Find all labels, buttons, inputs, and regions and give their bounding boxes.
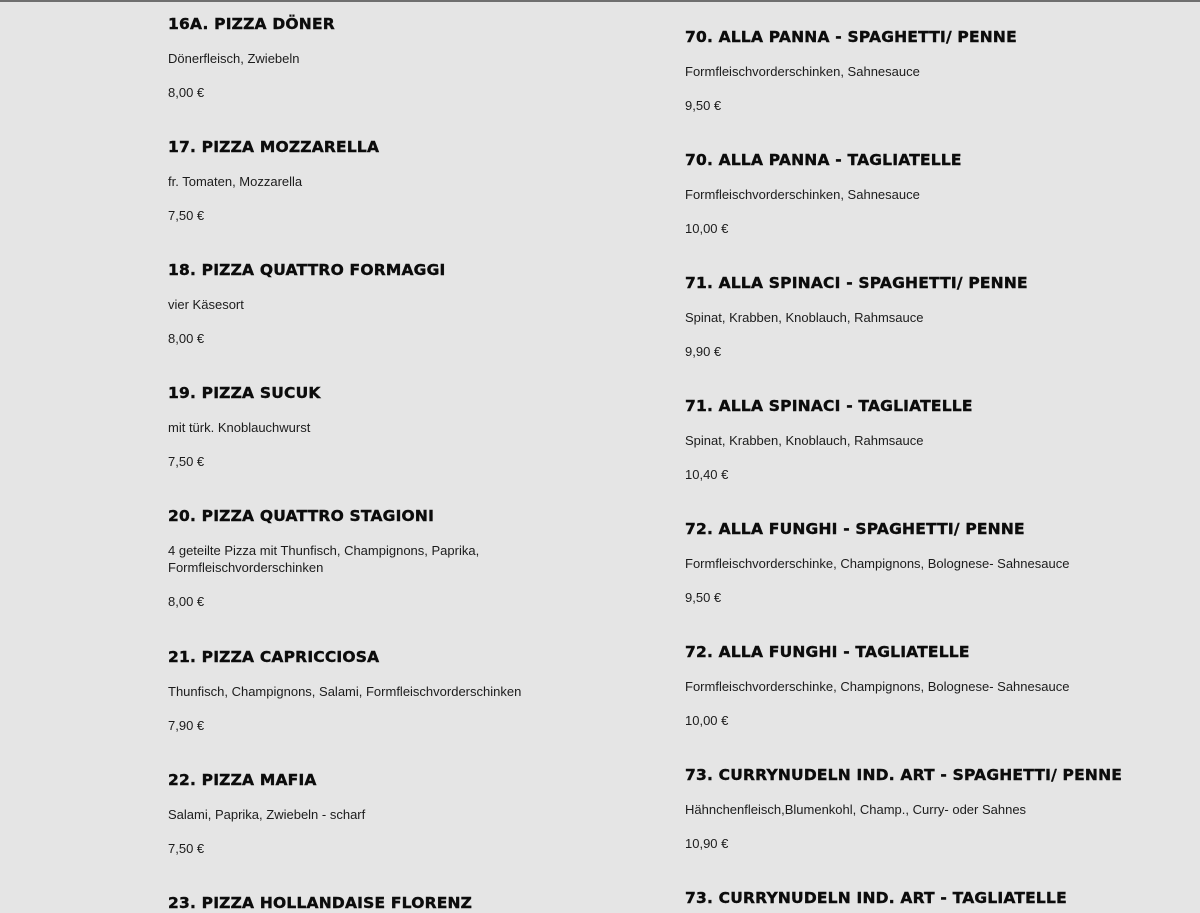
item-description: Thunfisch, Champignons, Salami, Formfleischvorderschinken <box>168 684 522 699</box>
item-description: Salami, Paprika, Zwiebeln - scharf <box>168 807 366 822</box>
item-price: 9,50 € <box>685 590 722 605</box>
item-title: 70. ALLA PANNA - SPAGHETTI/ PENNE <box>685 28 1017 46</box>
item-title: 71. ALLA SPINACI - SPAGHETTI/ PENNE <box>685 274 1028 292</box>
menu-item[interactable] <box>168 137 638 224</box>
top-border <box>0 0 1200 2</box>
item-title: 72. ALLA FUNGHI - SPAGHETTI/ PENNE <box>685 520 1025 538</box>
item-description: Spinat, Krabben, Knoblauch, Rahmsauce <box>685 433 924 448</box>
menu-item[interactable] <box>685 396 1185 483</box>
menu-item[interactable] <box>685 273 1185 360</box>
menu-item[interactable] <box>168 260 638 347</box>
item-description: Dönerfleisch, Zwiebeln <box>168 51 300 66</box>
item-description: fr. Tomaten, Mozzarella <box>168 174 303 189</box>
item-title: 23. PIZZA HOLLANDAISE FLORENZ <box>168 894 473 912</box>
item-title: 71. ALLA SPINACI - TAGLIATELLE <box>685 397 973 415</box>
item-title: 70. ALLA PANNA - TAGLIATELLE <box>685 151 962 169</box>
menu-item[interactable] <box>168 893 638 913</box>
menu-item[interactable] <box>685 519 1185 606</box>
item-title: 18. PIZZA QUATTRO FORMAGGI <box>168 261 446 279</box>
item-price: 10,90 € <box>685 836 729 851</box>
menu-item[interactable] <box>685 150 1185 237</box>
menu-item[interactable] <box>168 14 638 101</box>
item-price: 10,00 € <box>685 221 729 236</box>
item-description: 4 geteilte Pizza mit Thunfisch, Champignons, Paprika, Formfleischvorderschinken <box>168 543 480 575</box>
item-description: vier Käsesort <box>168 297 244 312</box>
item-price: 10,40 € <box>685 467 729 482</box>
item-title: 72. ALLA FUNGHI - TAGLIATELLE <box>685 643 970 661</box>
item-description: Formfleischvorderschinken, Sahnesauce <box>685 64 920 79</box>
item-description: Hähnchenfleisch,Blumenkohl, Champ., Curry- oder Sahnes <box>685 802 1027 817</box>
menu-item[interactable] <box>168 647 638 734</box>
item-description: Spinat, Krabben, Knoblauch, Rahmsauce <box>685 310 924 325</box>
item-title: 22. PIZZA MAFIA <box>168 771 317 789</box>
item-price: 7,90 € <box>168 718 205 733</box>
item-description: mit türk. Knoblauchwurst <box>168 420 311 435</box>
menu-item[interactable] <box>685 642 1185 729</box>
menu-item[interactable] <box>685 27 1185 114</box>
item-title: 21. PIZZA CAPRICCIOSA <box>168 648 380 666</box>
menu-item[interactable] <box>168 506 498 610</box>
item-price: 7,50 € <box>168 841 205 856</box>
item-title: 17. PIZZA MOZZARELLA <box>168 138 380 156</box>
item-title: 73. CURRYNUDELN IND. ART - SPAGHETTI/ PENNE <box>685 766 1123 784</box>
item-price: 8,00 € <box>168 331 205 346</box>
item-price: 7,50 € <box>168 208 205 223</box>
item-price: 9,90 € <box>685 344 722 359</box>
item-price: 8,00 € <box>168 594 205 609</box>
item-price: 7,50 € <box>168 454 205 469</box>
item-title: 19. PIZZA SUCUK <box>168 384 321 402</box>
item-price: 9,50 € <box>685 98 722 113</box>
menu-item[interactable] <box>685 765 1185 852</box>
item-price: 10,00 € <box>685 713 729 728</box>
item-title: 16A. PIZZA DÖNER <box>168 15 335 33</box>
item-title: 20. PIZZA QUATTRO STAGIONI <box>168 507 435 525</box>
item-description: Formfleischvorderschinke, Champignons, Bolognese- Sahnesauce <box>685 556 1070 571</box>
menu-item[interactable] <box>685 888 1185 908</box>
item-price: 8,00 € <box>168 85 205 100</box>
item-description: Formfleischvorderschinken, Sahnesauce <box>685 187 920 202</box>
item-description: Formfleischvorderschinke, Champignons, Bolognese- Sahnesauce <box>685 679 1070 694</box>
menu-item[interactable] <box>168 770 638 857</box>
item-title: 73. CURRYNUDELN IND. ART - TAGLIATELLE <box>685 889 1067 907</box>
menu-item[interactable] <box>168 383 638 470</box>
